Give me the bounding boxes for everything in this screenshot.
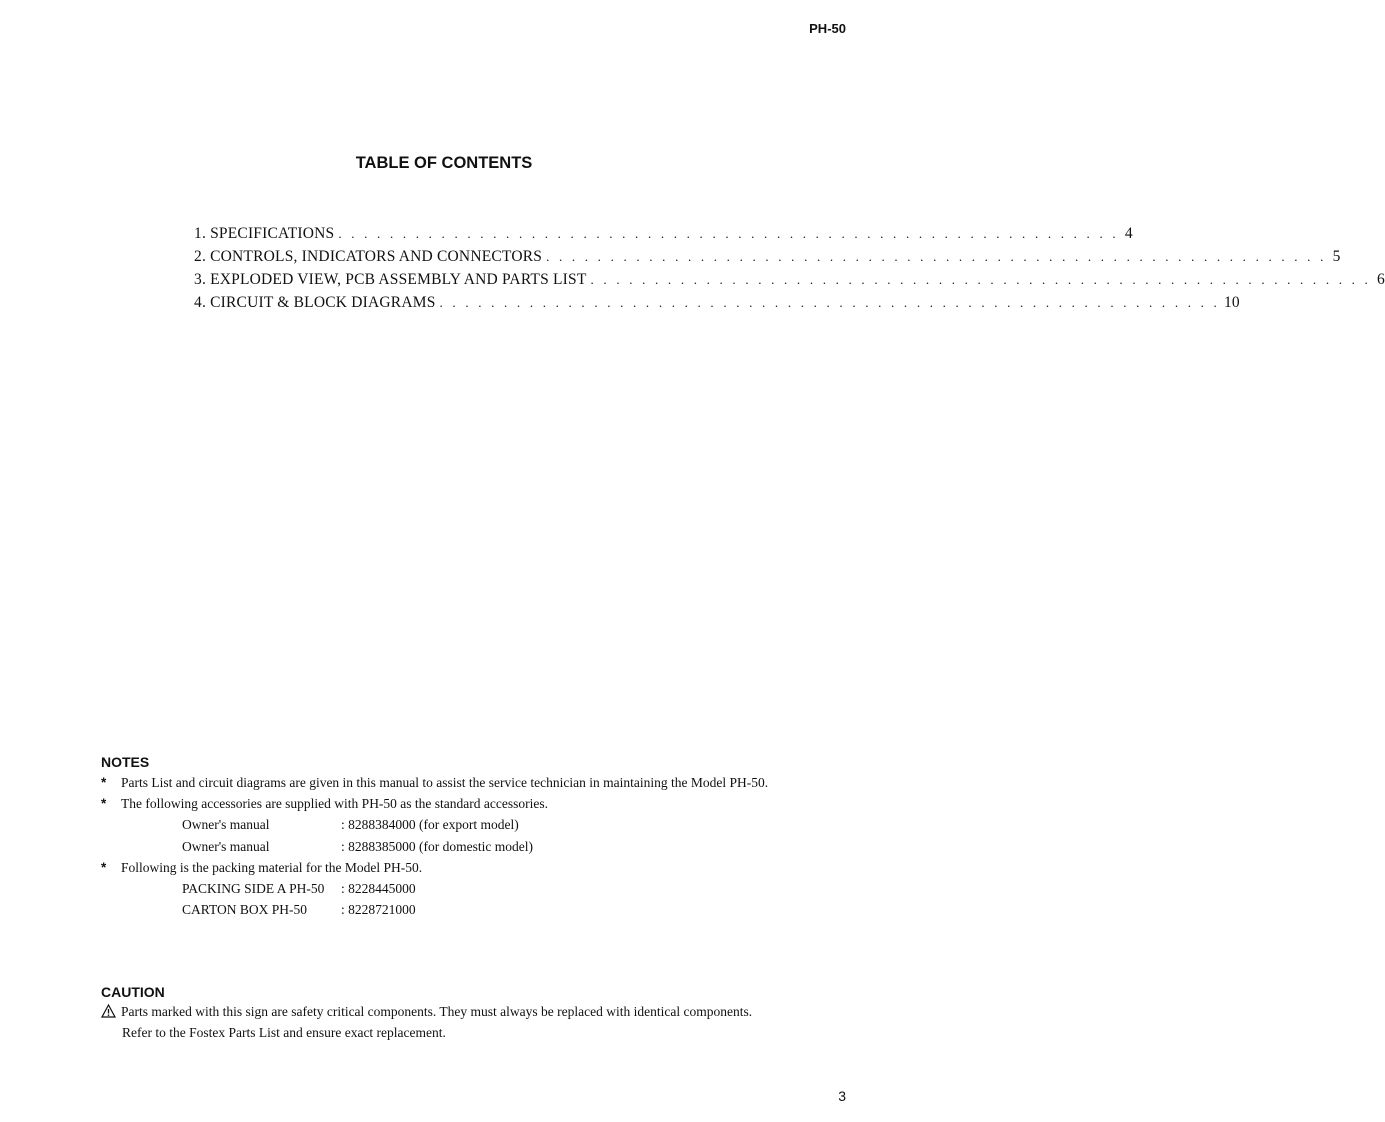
note-item [101, 775, 768, 791]
caution-heading: CAUTION [101, 984, 165, 1000]
accessory-part-number: : 8288385000 (for domestic model) [341, 839, 533, 854]
packing-row [182, 881, 416, 897]
accessory-row [182, 817, 519, 833]
toc-entry [194, 248, 1341, 271]
accessory-row [182, 839, 533, 855]
caution-line-2: Refer to the Fostex Parts List and ensure exact replacement. [122, 1025, 446, 1040]
toc-entry [194, 294, 1240, 317]
note-text: Following is the packing material for the Model PH-50. [121, 860, 423, 875]
toc-entry-label: 2. CONTROLS, INDICATORS AND CONNECTORS [194, 248, 543, 265]
note-item [101, 796, 548, 812]
packing-row [182, 902, 416, 918]
packing-name: CARTON BOX PH-50 [182, 902, 307, 917]
accessory-name: Owner's manual [182, 839, 270, 854]
packing-part-number: : 8228721000 [341, 902, 416, 917]
toc-dot-leader: . . . . . . . . . . . . . . . . . . . . . . . . . . . . . . . . . . . . . . . . . . . . . . . . . . . . . . . . . . . . . [439, 295, 1220, 310]
page-number: 3 [838, 1088, 846, 1104]
toc-entry-page: 10 [1223, 294, 1240, 311]
bullet-asterisk: * [101, 860, 107, 875]
caution-text [101, 1004, 752, 1022]
toc-entry-label: 1. SPECIFICATIONS [194, 225, 335, 242]
note-text: Parts List and circuit diagrams are given in this manual to assist the service technician in maintaining the Model PH-50. [121, 775, 769, 790]
toc-entry-page: 5 [1332, 248, 1341, 265]
toc-entry-page: 6 [1377, 271, 1385, 288]
table-of-contents [194, 225, 1385, 317]
toc-dot-leader: . . . . . . . . . . . . . . . . . . . . . . . . . . . . . . . . . . . . . . . . . . . . . . . . . . . . . . . . . . . . . [338, 226, 1119, 241]
note-text: The following accessories are supplied with PH-50 as the standard accessories. [121, 796, 548, 811]
toc-entry-label: 3. EXPLODED VIEW, PCB ASSEMBLY AND PARTS LIST [194, 271, 587, 288]
toc-entry-label: 4. CIRCUIT & BLOCK DIAGRAMS [194, 294, 436, 311]
packing-part-number: : 8228445000 [341, 881, 416, 896]
toc-entry [194, 225, 1133, 248]
accessory-part-number: : 8288384000 (for export model) [341, 817, 519, 832]
toc-dot-leader: . . . . . . . . . . . . . . . . . . . . . . . . . . . . . . . . . . . . . . . . . . . . . . . . . . . . . . . . . . . . . [590, 272, 1371, 287]
toc-entry-page: 4 [1124, 225, 1133, 242]
accessory-name: Owner's manual [182, 817, 270, 832]
caution-line-1: Parts marked with this sign are safety critical components. They must always be replaced with identical components. [121, 1004, 753, 1019]
packing-name: PACKING SIDE A PH-50 [182, 881, 325, 896]
warning-triangle-icon [101, 1004, 121, 1022]
toc-title: TABLE OF CONTENTS [355, 154, 533, 172]
model-header: PH-50 [809, 21, 846, 36]
toc-entry [194, 271, 1385, 294]
bullet-asterisk: * [101, 796, 107, 811]
note-item [101, 860, 422, 876]
bullet-asterisk: * [101, 775, 107, 790]
toc-dot-leader: . . . . . . . . . . . . . . . . . . . . . . . . . . . . . . . . . . . . . . . . . . . . . . . . . . . . . . . . . . . . . [546, 249, 1327, 264]
notes-heading: NOTES [101, 754, 150, 770]
